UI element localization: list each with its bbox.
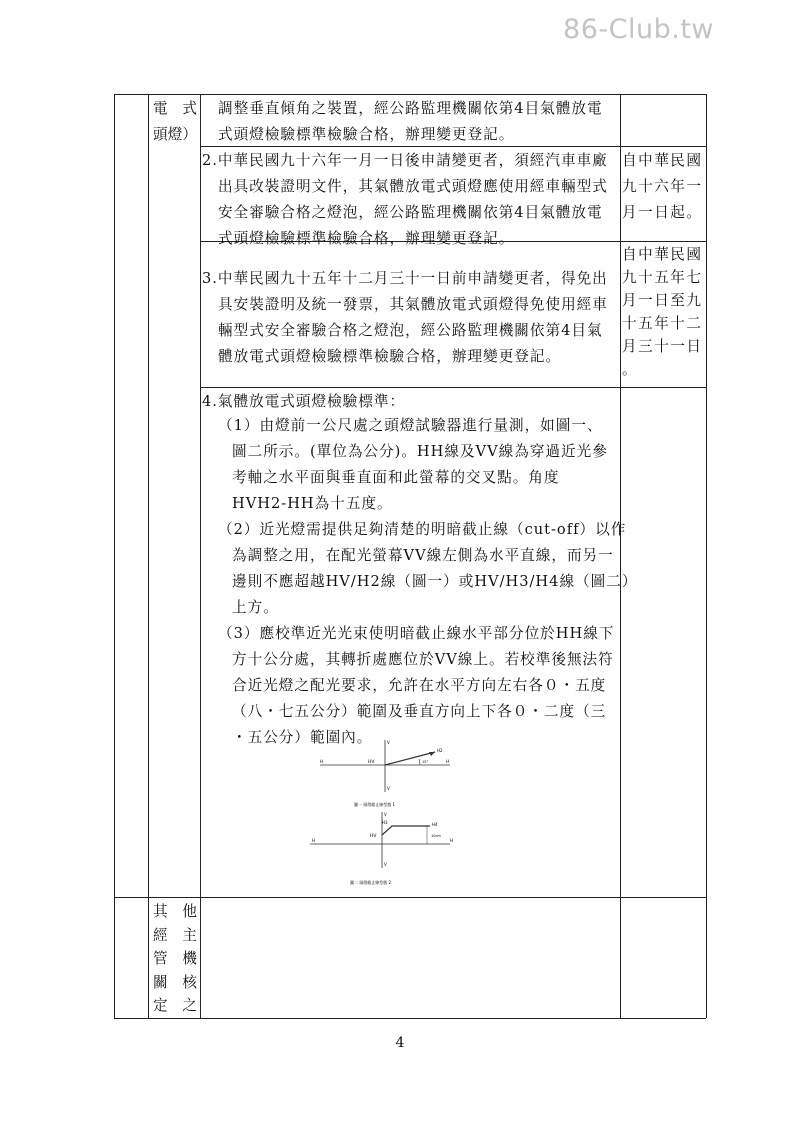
- date-line: 。: [622, 361, 639, 378]
- date-line: 十五年十二: [622, 315, 703, 332]
- text-line: 調整垂直傾角之裝置，經公路監理機關依第4目氣體放電: [218, 100, 603, 117]
- item-2-effective-date: [622, 148, 702, 226]
- category-line: 電 式: [153, 100, 197, 117]
- fig1-label-angle: 15°: [422, 760, 429, 764]
- fig2-caption: 圖二 頭燈截止線型態 2: [350, 880, 392, 885]
- category-cell-other: [153, 900, 197, 1018]
- item-4-title: 4.氣體放電式頭燈檢驗標準：: [202, 393, 406, 410]
- fig1-caption: 圖一 頭燈截止線型態 1: [354, 802, 396, 807]
- fig1-label-h-left: H: [320, 759, 324, 764]
- date-line: 自中華民國: [622, 152, 703, 169]
- text-line: ・五公分）範圍內。: [232, 729, 373, 746]
- fig2-label-hv: HV: [370, 834, 377, 839]
- page-number: 4: [395, 1035, 405, 1051]
- figure-2-cutoff-diagram: [310, 808, 480, 886]
- item-2-text: [202, 148, 608, 252]
- figure-1-cutoff-diagram: [320, 732, 490, 807]
- fig2-label-h4: H4: [432, 822, 438, 827]
- fig1-label-h2: H2: [437, 748, 443, 753]
- text-line: 合近光燈之配光要求，允許在水平方向左右各０・五度: [232, 677, 607, 694]
- fig1-label-h-right: H: [446, 759, 450, 764]
- date-line: 九十五年七: [622, 269, 703, 286]
- category-line: 定 之: [153, 997, 197, 1014]
- fig2-label-dim: 10cm: [431, 834, 441, 838]
- item-3-effective-date: [622, 243, 702, 381]
- text-line: （1）由燈前一公尺處之頭燈試驗器進行量測，如圖一、: [218, 417, 603, 434]
- date-line: 自中華民國: [622, 246, 703, 263]
- date-line: 月三十一日: [622, 338, 703, 355]
- date-line: 月一日起。: [622, 204, 703, 221]
- fig2-label-h-right: H: [450, 838, 454, 843]
- fig1-label-v-bottom: V: [387, 786, 390, 791]
- text-line: 體放電式頭燈檢驗標準檢驗合格，辦理變更登記。: [218, 348, 562, 365]
- fig2-label-h3: H3: [382, 820, 388, 825]
- fig1-label-hv: HV: [368, 760, 375, 765]
- text-line: 出具改裝證明文件，其氣體放電式頭燈應使用經車輛型式: [218, 178, 608, 195]
- category-line: 頭燈）: [153, 126, 197, 143]
- date-line: 月一日至九: [622, 292, 703, 309]
- text-line: 式頭燈檢驗標準檢驗合格，辦理變更登記。: [218, 126, 515, 143]
- text-line: 邊則不應超越HV/H2線（圖一）或HV/H3/H4線（圖二）: [232, 573, 638, 590]
- text-line: 輛型式安全審驗合格之燈泡，經公路監理機關依第4目氣: [218, 322, 603, 339]
- category-line: 關 核: [153, 973, 197, 991]
- item-4-text: [218, 413, 637, 751]
- text-line: 具安裝證明及統一發票，其氣體放電式頭燈得免使用經車: [218, 296, 608, 313]
- category-cell-gas-discharge: [153, 96, 197, 148]
- text-line: （八・七五公分）範圍及垂直方向上下各０・二度（三: [232, 703, 607, 720]
- text-line: 為調整之用，在配光螢幕VV線左側為水平直線，而另一: [232, 547, 614, 564]
- text-line: 圖二所示。(單位為公分)。HH線及VV線為穿過近光參: [232, 443, 608, 460]
- text-line: （3）應校準近光光束使明暗截止線水平部分位於HH線下: [218, 625, 615, 642]
- text-line: 上方。: [232, 599, 279, 616]
- item-3-text: [202, 266, 608, 370]
- fig1-label-v-top: V: [387, 740, 390, 745]
- text-line: 式頭燈檢驗標準檢驗合格，辦理變更登記。: [218, 230, 515, 247]
- fig2-label-h-left: H: [312, 838, 316, 843]
- text-line: 考軸之水平面與垂直面和此螢幕的交叉點。角度: [232, 469, 560, 486]
- text-line: HVH2-HH為十五度。: [232, 495, 393, 512]
- date-line: 九十六年一: [622, 178, 703, 195]
- watermark: 86-Club.tw: [563, 14, 714, 45]
- fig2-label-v-top: V: [384, 812, 387, 817]
- text-line: 2.中華民國九十六年一月一日後申請變更者，須經汽車車廠: [202, 152, 608, 169]
- category-line: 經 主: [153, 926, 197, 944]
- fig2-label-v-bottom: V: [384, 862, 387, 867]
- text-line: 3.中華民國九十五年十二月三十一日前申請變更者，得免出: [202, 270, 608, 287]
- text-line: 方十公分處，其轉折處應位於VV線上。若校準後無法符: [232, 651, 614, 668]
- category-line: 管 機: [153, 950, 197, 967]
- text-line: 安全審驗合格之燈泡，經公路監理機關依第4目氣體放電: [218, 204, 603, 221]
- text-line: （2）近光燈需提供足夠清楚的明暗截止線（cut-off）以作: [218, 521, 627, 538]
- category-line: 其 他: [153, 903, 197, 920]
- continued-paragraph: [218, 96, 603, 148]
